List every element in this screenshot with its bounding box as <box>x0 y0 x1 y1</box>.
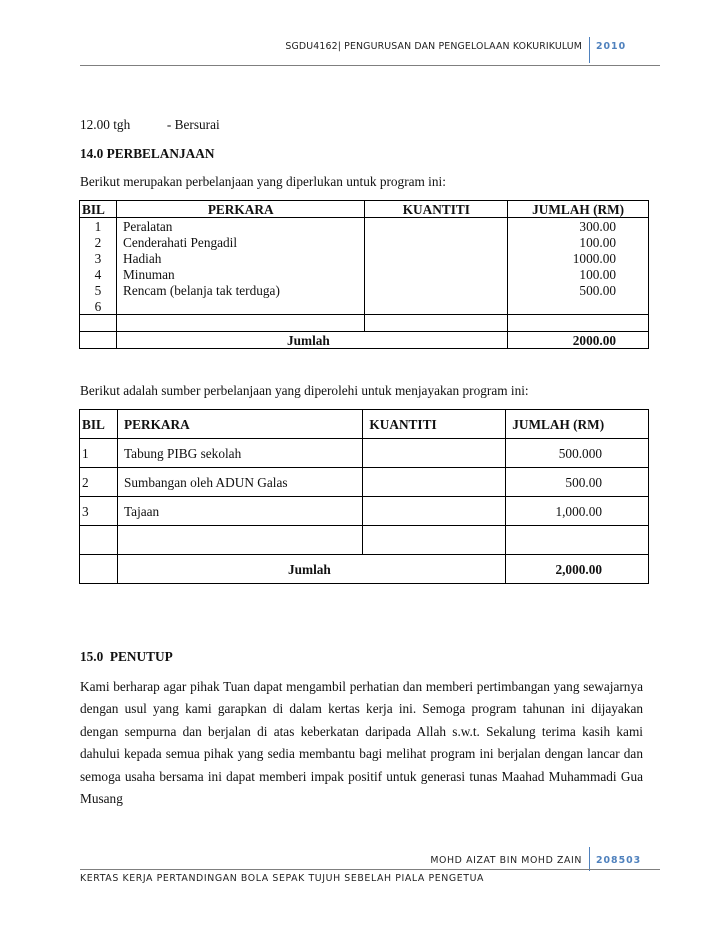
row-perkara: Tajaan <box>117 497 362 526</box>
table-row <box>80 282 649 298</box>
row-bil: 3 <box>80 497 118 526</box>
row-kuantiti <box>365 218 508 235</box>
expense-table-header <box>80 201 649 218</box>
schedule-event: - Bersurai <box>166 117 220 132</box>
header-title: SGDU4162| PENGURUSAN DAN PENGELOLAAN KOKURIKULUM <box>285 41 582 52</box>
schedule-line <box>80 117 220 133</box>
table-row <box>80 266 649 282</box>
table-row <box>80 218 649 235</box>
row-kuantiti <box>365 234 508 250</box>
section-14-intro: Berikut merupakan perbelanjaan yang diperlukan untuk program ini: <box>80 174 446 189</box>
row-jumlah: 100.00 <box>508 266 649 282</box>
row-bil: 2 <box>80 234 117 250</box>
header-kuantiti: KUANTITI <box>365 201 508 218</box>
row-jumlah: 300.00 <box>508 218 649 235</box>
row-bil: 3 <box>80 250 117 266</box>
table-row <box>80 298 649 315</box>
row-perkara: Rencam (belanja tak terduga) <box>116 282 364 298</box>
row-bil: 6 <box>80 298 117 315</box>
row-kuantiti <box>365 266 508 282</box>
row-jumlah: 500.00 <box>508 282 649 298</box>
table-row <box>80 250 649 266</box>
row-perkara: Hadiah <box>116 250 364 266</box>
income-total-label: Jumlah <box>117 555 505 584</box>
row-bil: 2 <box>80 468 118 497</box>
row-perkara: Tabung PIBG sekolah <box>117 439 362 468</box>
row-kuantiti <box>363 439 506 468</box>
table-row-empty <box>80 526 649 555</box>
header-bil: BIL <box>80 410 118 439</box>
header-separator <box>589 37 590 63</box>
footer-student-id: 208503 <box>596 855 642 866</box>
header-perkara: PERKARA <box>116 201 364 218</box>
row-jumlah: 1000.00 <box>508 250 649 266</box>
table-row <box>80 497 649 526</box>
table-row-empty <box>80 315 649 332</box>
expense-total-row <box>80 332 649 349</box>
row-perkara: Peralatan <box>116 218 364 235</box>
income-table <box>79 409 649 584</box>
header-bil: BIL <box>80 201 117 218</box>
header-jumlah: JUMLAH (RM) <box>506 410 649 439</box>
row-jumlah: 100.00 <box>508 234 649 250</box>
row-jumlah: 500.000 <box>506 439 649 468</box>
footer-separator <box>589 847 590 871</box>
header-perkara: PERKARA <box>117 410 362 439</box>
row-kuantiti <box>363 497 506 526</box>
row-jumlah: 500.00 <box>506 468 649 497</box>
row-jumlah <box>508 298 649 315</box>
row-perkara <box>116 298 364 315</box>
income-total-value: 2,000.00 <box>506 555 649 584</box>
row-perkara: Cenderahati Pengadil <box>116 234 364 250</box>
expense-table <box>79 200 649 349</box>
footer-doc-title: KERTAS KERJA PERTANDINGAN BOLA SEPAK TUJUH SEBELAH PIALA PENGETUA <box>80 873 485 884</box>
expense-total-value: 2000.00 <box>508 332 649 349</box>
section-15-heading: 15.0 PENUTUP <box>80 649 173 664</box>
row-kuantiti <box>365 282 508 298</box>
header-rule <box>80 65 660 66</box>
income-total-row <box>80 555 649 584</box>
row-bil: 4 <box>80 266 117 282</box>
header-year: 2010 <box>596 41 627 52</box>
closing-paragraph: Kami berharap agar pihak Tuan dapat mengambil perhatian dan memberi pertimbangan yang sewajarnya dengan usul yang kami garapkan di dalam kertas kerja ini. Semoga program tahunan ini dijayakan dengan sempurna dan berjalan di atas keberkatan daripada Allah s.w.t. Sekalung terima kasih kami dahului kepada semua pihak yang sedia membantu bagi melihat program ini berjalan dengan lancar dan semoga usaha bersama ini dapat memberi impak positif untuk generasi tunas Maahad Muhammadi Gua Musang <box>80 679 643 807</box>
row-perkara: Minuman <box>116 266 364 282</box>
row-kuantiti <box>363 468 506 497</box>
table-row <box>80 439 649 468</box>
row-bil: 5 <box>80 282 117 298</box>
row-kuantiti <box>365 298 508 315</box>
row-bil: 1 <box>80 218 117 235</box>
section-14-heading: 14.0 PERBELANJAAN <box>80 146 215 161</box>
footer-author-name: MOHD AIZAT BIN MOHD ZAIN <box>430 855 582 866</box>
table-row <box>80 468 649 497</box>
footer-rule <box>80 869 660 870</box>
row-bil: 1 <box>80 439 118 468</box>
header-kuantiti: KUANTITI <box>363 410 506 439</box>
row-kuantiti <box>365 250 508 266</box>
schedule-time: 12.00 tgh <box>80 117 131 132</box>
income-table-header <box>80 410 649 439</box>
table-row <box>80 234 649 250</box>
row-jumlah: 1,000.00 <box>506 497 649 526</box>
row-perkara: Sumbangan oleh ADUN Galas <box>117 468 362 497</box>
header-jumlah: JUMLAH (RM) <box>508 201 649 218</box>
expense-total-label: Jumlah <box>116 332 507 349</box>
income-intro: Berikut adalah sumber perbelanjaan yang diperolehi untuk menjayakan program ini: <box>80 383 529 398</box>
